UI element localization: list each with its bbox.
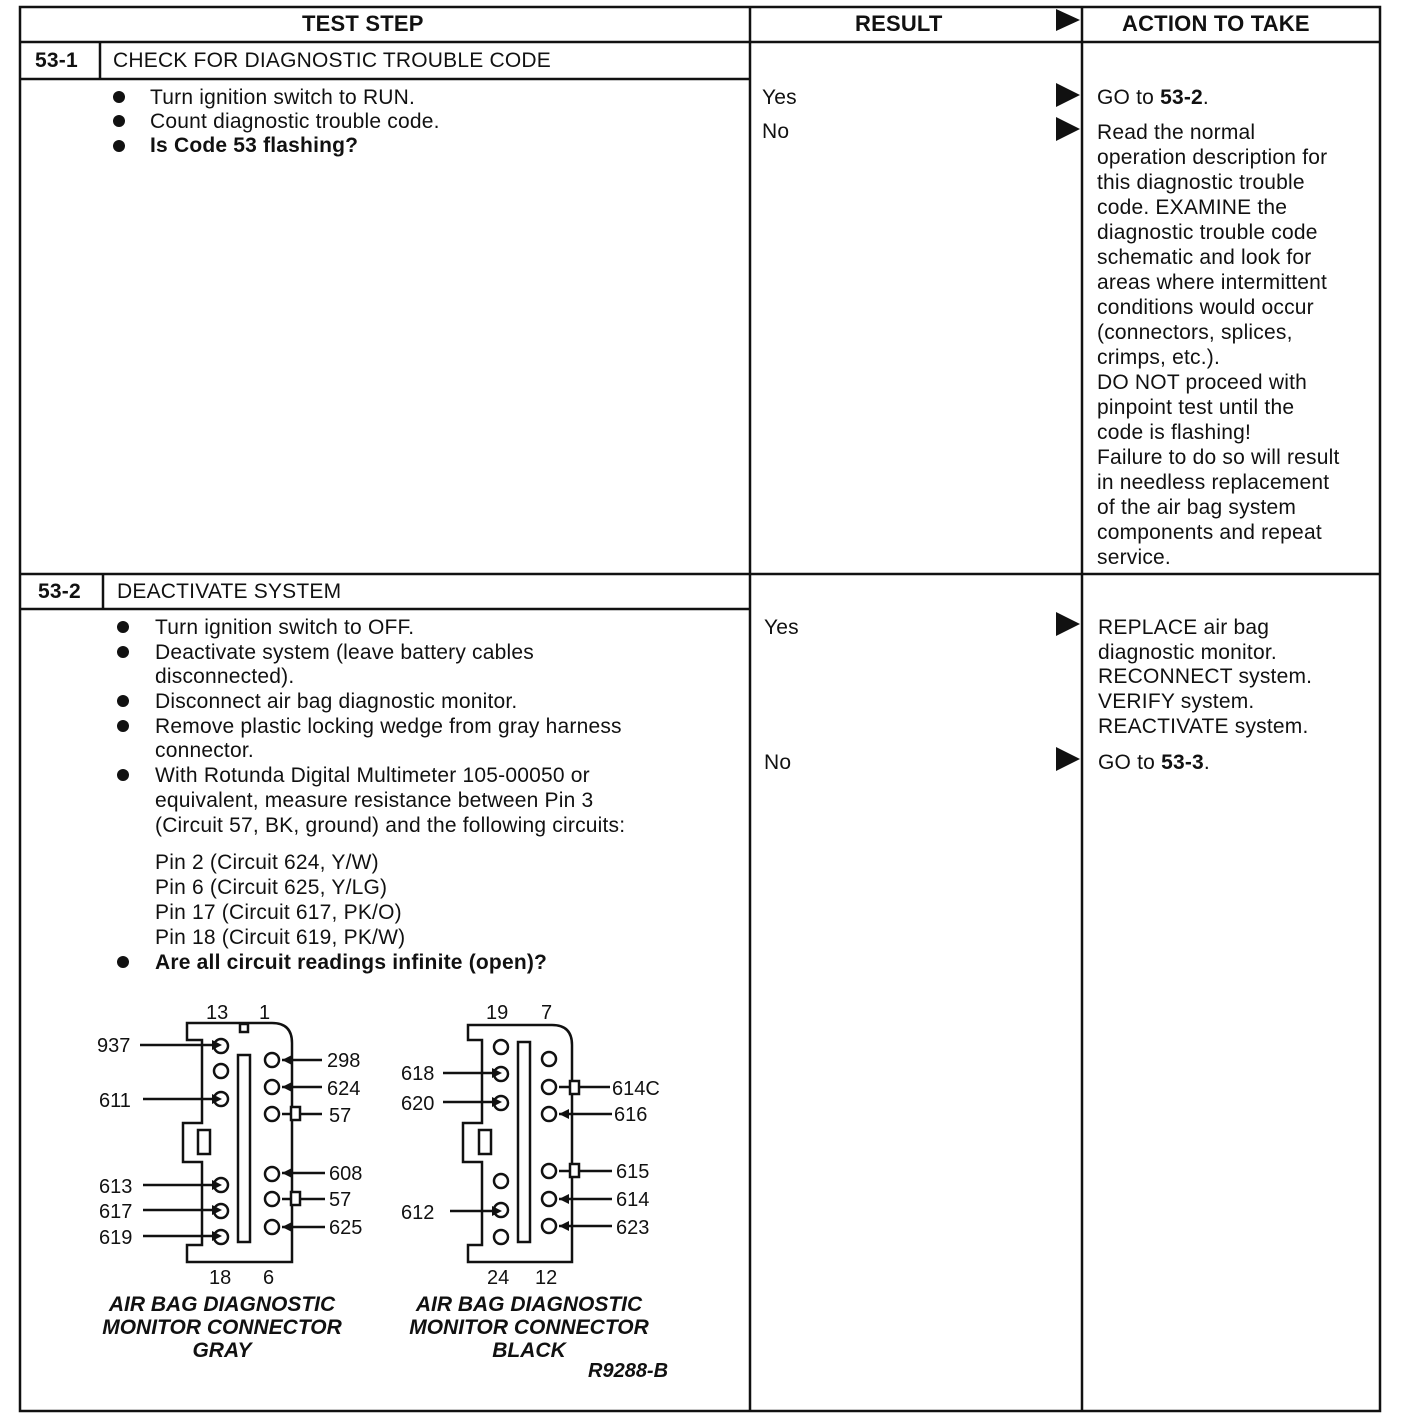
- gray-left-label: 613: [99, 1176, 133, 1198]
- gray-top-label: 13: [206, 1002, 229, 1024]
- black-left-label: 618: [401, 1063, 435, 1085]
- action-goto-prefix: GO to: [1097, 86, 1161, 109]
- step-number: 53-2: [38, 580, 81, 603]
- step-question: Is Code 53 flashing?: [150, 134, 359, 157]
- gray-left-label: 619: [99, 1227, 133, 1249]
- action-line: VERIFY system.: [1098, 690, 1255, 713]
- action-line: in needless replacement: [1097, 471, 1330, 494]
- result-arrow-icon: [1056, 83, 1080, 107]
- connector-diagram: [0, 990, 750, 1400]
- action-line: this diagnostic trouble: [1097, 171, 1305, 194]
- action-line: Read the normal: [1097, 121, 1256, 144]
- figure-id: R9288-B: [588, 1360, 669, 1382]
- action-line: conditions would occur: [1097, 296, 1314, 319]
- black-left-label: 612: [401, 1202, 435, 1224]
- black-bottom-label: 24: [487, 1267, 510, 1289]
- pin-line: Pin 2 (Circuit 624, Y/W): [155, 851, 379, 874]
- action-line: (connectors, splices,: [1097, 321, 1293, 344]
- gray-left-label: 611: [99, 1090, 131, 1112]
- black-latch: [479, 1130, 491, 1154]
- action-line: of the air bag system: [1097, 496, 1297, 519]
- gray-right-label: 608: [329, 1163, 363, 1185]
- gray-top-label: 1: [259, 1002, 271, 1024]
- result-no: No: [764, 751, 792, 774]
- black-right-label: 616: [614, 1104, 648, 1126]
- bullet-icon: [117, 720, 129, 732]
- gray-bottom-label: 6: [263, 1267, 275, 1289]
- action-line: diagnostic monitor.: [1098, 641, 1277, 664]
- result-no: No: [762, 120, 790, 143]
- black-caption-line: MONITOR CONNECTOR: [409, 1316, 649, 1339]
- pin-line: Pin 6 (Circuit 625, Y/LG): [155, 876, 388, 899]
- step-bullet: With Rotunda Digital Multimeter 105-00050 or: [155, 764, 590, 787]
- step-bullet: Count diagnostic trouble code.: [150, 110, 440, 133]
- step-bullet: (Circuit 57, BK, ground) and the following circuits:: [155, 814, 626, 837]
- black-right-label: 614: [616, 1189, 650, 1211]
- action-goto-prefix: GO to: [1098, 751, 1162, 774]
- step-question: Are all circuit readings infinite (open)?: [155, 951, 548, 974]
- action-line: schematic and look for: [1097, 246, 1312, 269]
- step-bullet: Disconnect air bag diagnostic monitor.: [155, 690, 518, 713]
- result-arrow-icon: [1056, 612, 1080, 636]
- gray-right-label: 298: [327, 1050, 361, 1072]
- step-bullet: equivalent, measure resistance between Pin 3: [155, 789, 594, 812]
- step-bullet: connector.: [155, 739, 254, 762]
- action-line: REPLACE air bag: [1098, 616, 1270, 639]
- result-arrow-icon: [1056, 747, 1080, 771]
- header-action: ACTION TO TAKE: [1122, 11, 1310, 36]
- bullet-icon: [113, 115, 125, 127]
- action-line: crimps, etc.).: [1097, 346, 1220, 369]
- action-goto: [1098, 750, 1210, 775]
- gray-right-label: 625: [329, 1217, 363, 1239]
- black-left-label: 620: [401, 1093, 435, 1115]
- pin-line: Pin 17 (Circuit 617, PK/O): [155, 901, 402, 924]
- step-bullet: Remove plastic locking wedge from gray harness: [155, 715, 622, 738]
- bullet-icon: [113, 91, 125, 103]
- action-line: diagnostic trouble code: [1097, 221, 1318, 244]
- bullet-icon: [117, 769, 129, 781]
- black-caption-line: BLACK: [492, 1339, 566, 1362]
- action-line: areas where intermittent: [1097, 271, 1328, 294]
- action-line: RECONNECT system.: [1098, 665, 1313, 688]
- action-line: service.: [1097, 546, 1171, 569]
- header-result: RESULT: [855, 11, 943, 36]
- gray-bottom-label: 18: [209, 1267, 232, 1289]
- action-goto: [1097, 85, 1209, 110]
- black-right-label: 615: [616, 1161, 650, 1183]
- step-number: 53-1: [35, 49, 78, 72]
- action-goto-suffix: .: [1202, 86, 1209, 109]
- step-bullet: Turn ignition switch to OFF.: [155, 616, 415, 639]
- gray-caption-line: GRAY: [192, 1339, 252, 1362]
- bullet-icon: [117, 956, 129, 968]
- pin-line: Pin 18 (Circuit 619, PK/W): [155, 926, 406, 949]
- action-line: code. EXAMINE the: [1097, 196, 1288, 219]
- step-title: DEACTIVATE SYSTEM: [117, 580, 342, 603]
- gray-right-label: 624: [327, 1078, 361, 1100]
- action-line: pinpoint test until the: [1097, 396, 1295, 419]
- step-title: CHECK FOR DIAGNOSTIC TROUBLE CODE: [113, 49, 551, 72]
- gray-caption-line: MONITOR CONNECTOR: [102, 1316, 342, 1339]
- step-bullet: Turn ignition switch to RUN.: [150, 86, 416, 109]
- action-line: components and repeat: [1097, 521, 1322, 544]
- gray-left-label: 937: [97, 1035, 131, 1057]
- result-arrow-icon: [1056, 117, 1080, 141]
- bullet-icon: [117, 695, 129, 707]
- action-goto-ref: 53-2: [1160, 86, 1203, 109]
- gray-right-label: 57: [329, 1189, 352, 1211]
- action-goto-suffix: .: [1203, 751, 1210, 774]
- action-line: REACTIVATE system.: [1098, 715, 1309, 738]
- result-yes: Yes: [764, 616, 799, 639]
- step-bullet: Deactivate system (leave battery cables: [155, 641, 534, 664]
- black-right-label: 623: [616, 1217, 650, 1239]
- result-yes: Yes: [762, 86, 797, 109]
- header-arrow-icon: [1056, 9, 1080, 31]
- gray-right-label: 57: [329, 1105, 352, 1127]
- gray-caption-line: AIR BAG DIAGNOSTIC: [108, 1293, 336, 1316]
- bullet-icon: [113, 140, 125, 152]
- action-line: Failure to do so will result: [1097, 446, 1340, 469]
- black-right-label: 614C: [612, 1078, 660, 1100]
- black-top-label: 19: [486, 1002, 509, 1024]
- gray-latch: [198, 1130, 210, 1154]
- action-line: DO NOT proceed with: [1097, 371, 1307, 394]
- action-line: code is flashing!: [1097, 421, 1251, 444]
- black-top-label: 7: [541, 1002, 553, 1024]
- action-goto-ref: 53-3: [1161, 751, 1204, 774]
- header-test-step: TEST STEP: [302, 11, 424, 36]
- black-caption-line: AIR BAG DIAGNOSTIC: [415, 1293, 643, 1316]
- bullet-icon: [117, 646, 129, 658]
- action-line: operation description for: [1097, 146, 1328, 169]
- gray-left-label: 617: [99, 1201, 133, 1223]
- step-bullet: disconnected).: [155, 665, 295, 688]
- bullet-icon: [117, 621, 129, 633]
- black-bottom-label: 12: [535, 1267, 558, 1289]
